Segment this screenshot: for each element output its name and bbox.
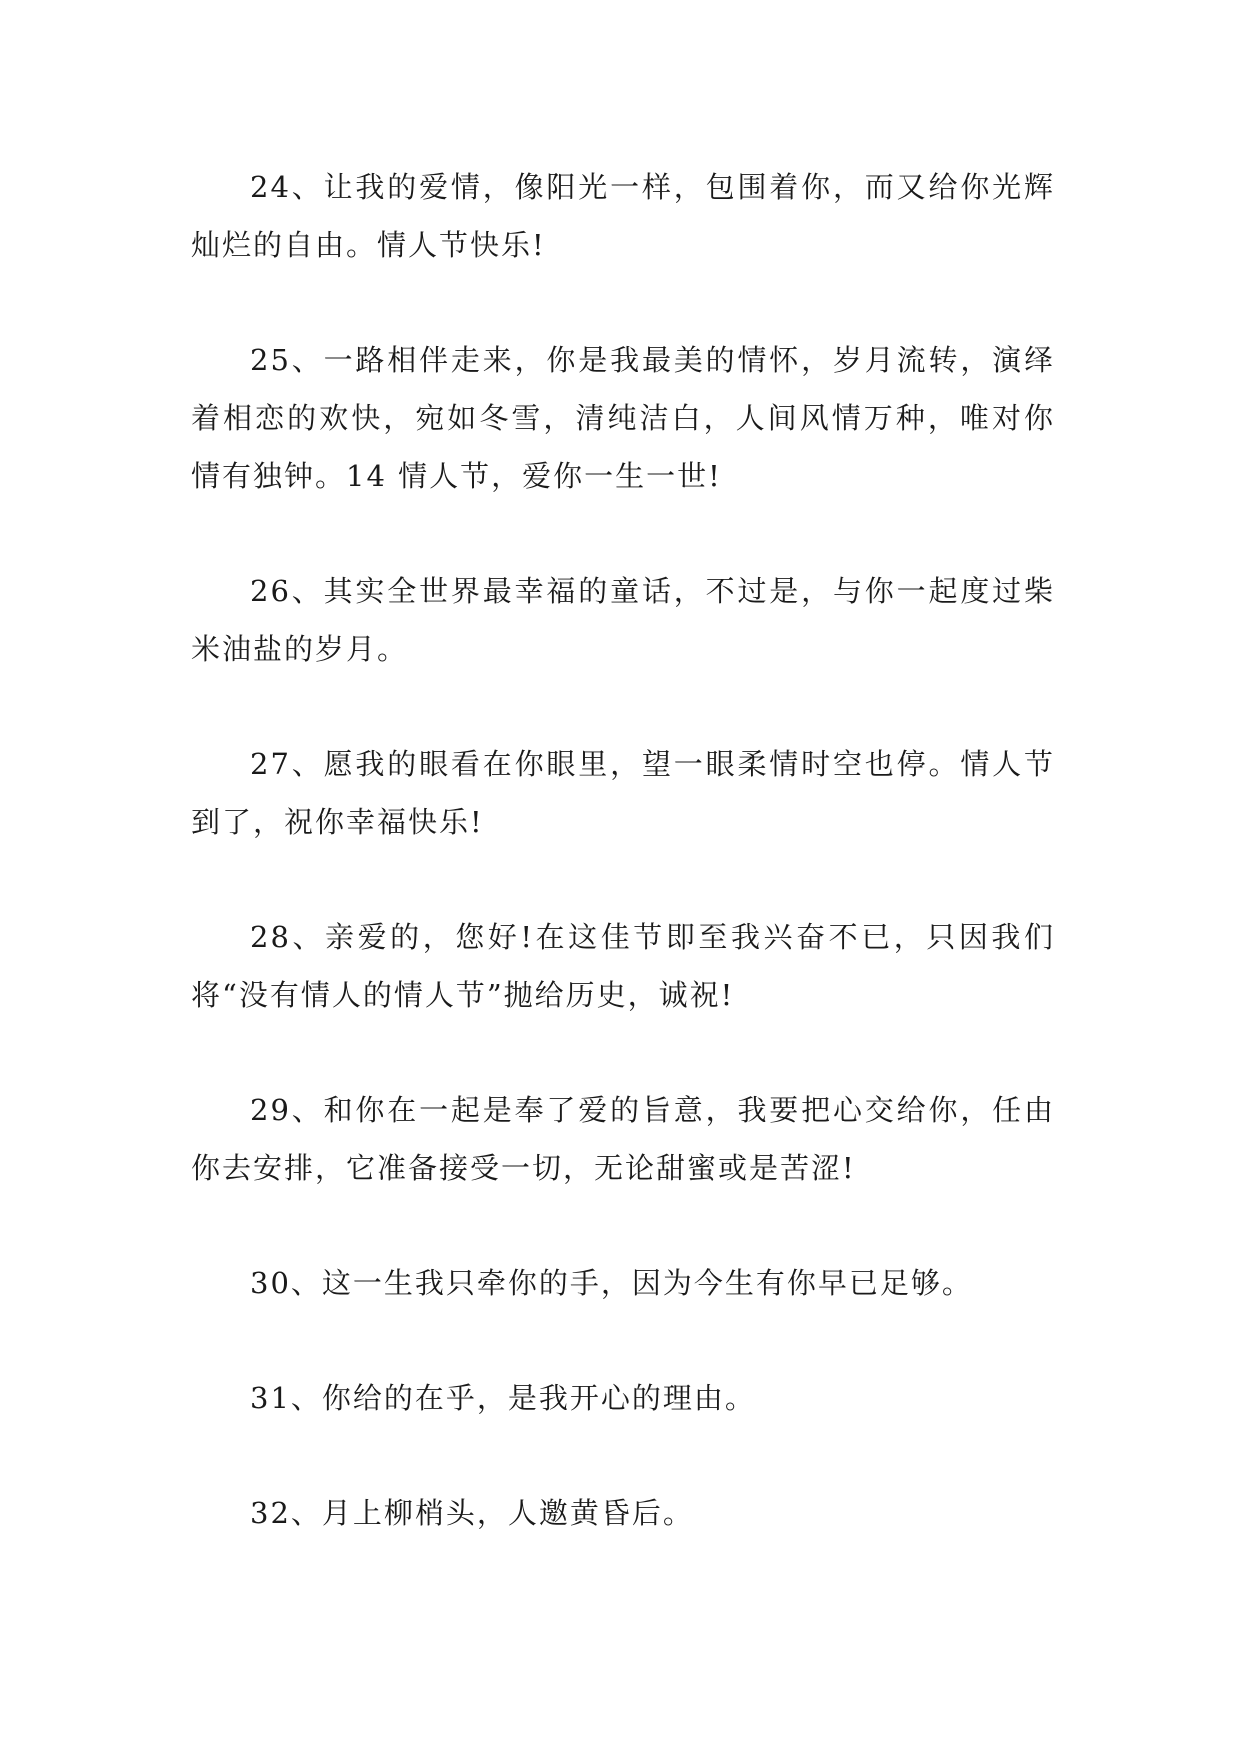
paragraph-28: 28、亲爱的，您好!在这佳节即至我兴奋不已，只因我们将“没有情人的情人节”抛给历史，诚祝! — [191, 920, 1055, 1012]
paragraph-29: 29、和你在一起是奉了爱的旨意，我要把心交给你，任由你去安排，它准备接受一切，无论甜蜜或是苦涩! — [191, 1093, 1055, 1185]
paragraph-25: 25、一路相伴走来，你是我最美的情怀，岁月流转，演绎着相恋的欢快，宛如冬雪，清纯洁白，人间风情万种，唯对你情有独钟。14 情人节，爱你一生一世! — [191, 343, 1055, 493]
paragraph-26: 26、其实全世界最幸福的童话，不过是，与你一起度过柴米油盐的岁月。 — [191, 574, 1055, 666]
paragraph-30: 30、这一生我只牵你的手，因为今生有你早已足够。 — [250, 1266, 973, 1300]
paragraph-32: 32、月上柳梢头，人邀黄昏后。 — [250, 1496, 694, 1530]
paragraph-31: 31、你给的在乎，是我开心的理由。 — [250, 1381, 756, 1415]
paragraph-24: 24、让我的爱情，像阳光一样，包围着你，而又给你光辉灿烂的自由。情人节快乐! — [191, 170, 1055, 262]
document-body — [191, 158, 1055, 1599]
paragraph-27: 27、愿我的眼看在你眼里，望一眼柔情时空也停。情人节到了，祝你幸福快乐! — [191, 747, 1055, 839]
